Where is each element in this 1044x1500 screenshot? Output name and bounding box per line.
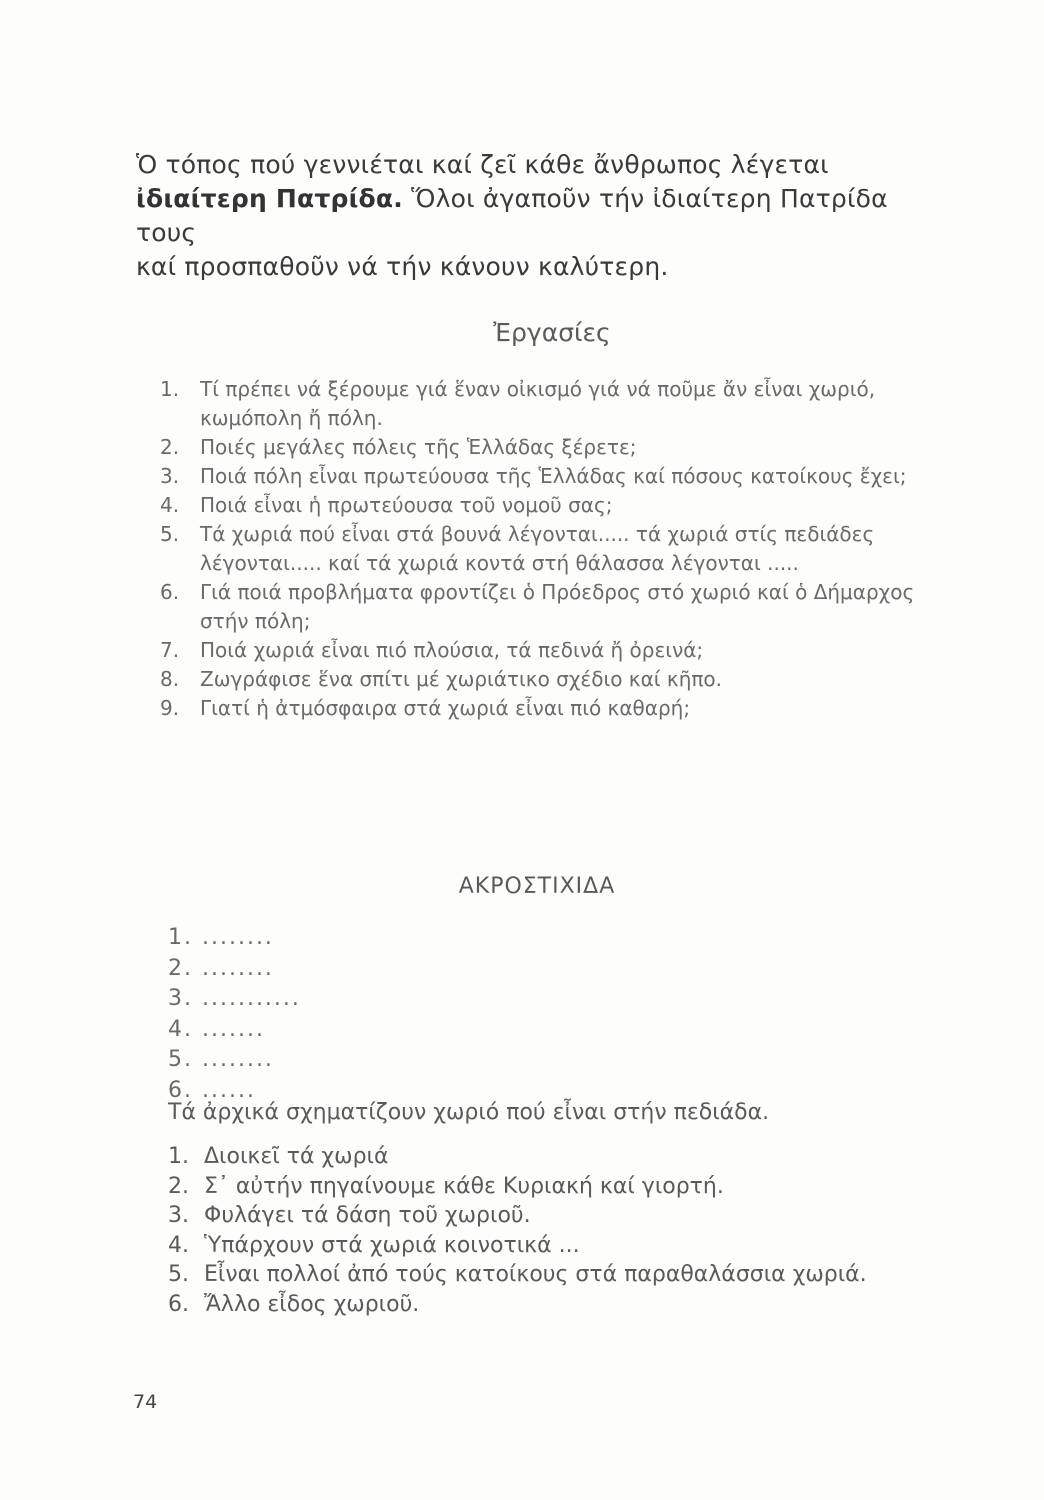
task-number: 4. xyxy=(160,493,180,517)
clue-item xyxy=(168,1172,868,1202)
clue-item xyxy=(168,1142,868,1172)
acrostic-blank-line: 2. ........ xyxy=(168,955,274,981)
clue-text: Σ᾽ αὐτήν πηγαίνουμε κάθε Κυριακή καί γιορτή. xyxy=(204,1173,724,1199)
task-number: 1. xyxy=(160,377,180,401)
task-text: Ποιά χωριά εἶναι πιό πλούσια, τά πεδινά ἤ ὀρεινά; xyxy=(200,638,704,662)
clue-item xyxy=(168,1201,868,1231)
clue-number: 3. xyxy=(168,1203,189,1228)
task-number: 5. xyxy=(160,522,180,546)
intro-line-1: Ὁ τόπος πού γεννιέται καί ζεῖ κάθε ἄνθρωπος λέγεται xyxy=(136,150,829,179)
clue-item xyxy=(168,1231,868,1261)
task-item xyxy=(160,375,920,433)
task-item xyxy=(160,462,920,491)
task-number: 6. xyxy=(160,580,180,604)
tasks-list xyxy=(160,375,920,723)
task-text: Ποιές μεγάλες πόλεις τῆς Ἑλλάδας ξέρετε; xyxy=(200,435,637,459)
clue-text: Διοικεῖ τά χωριά xyxy=(204,1144,389,1169)
acrostic-blank-line: 3. ........... xyxy=(168,986,301,1011)
acrostic-clues xyxy=(168,1142,868,1319)
task-text: Γιά ποιά προβλήματα φροντίζει ὁ Πρόεδρος στό χωριό καί ὁ Δήμαρχος στήν πόλη; xyxy=(200,580,915,633)
clue-number: 6. xyxy=(168,1291,189,1317)
task-item xyxy=(160,665,920,694)
clue-text: Φυλάγει τά δάση τοῦ χωριοῦ. xyxy=(204,1203,531,1228)
task-number: 3. xyxy=(160,464,180,488)
task-text: Ποιά πόλη εἶναι πρωτεύουσα τῆς Ἑλλάδας καί πόσους κατοίκους ἔχει; xyxy=(200,464,907,488)
task-item xyxy=(160,694,920,723)
task-number: 9. xyxy=(160,696,180,720)
task-item xyxy=(160,520,920,578)
clue-number: 4. xyxy=(168,1232,189,1258)
acrostic-blank-line: 4. ....... xyxy=(168,1016,265,1042)
clue-number: 1. xyxy=(168,1144,189,1169)
acrostic-blank-line: 5. ........ xyxy=(168,1047,274,1072)
page-number: 74 xyxy=(133,1391,158,1413)
task-text: Τά χωριά πού εἶναι στά βουνά λέγονται..... τά χωριά στίς πεδιάδες λέγονται..... καί τά χωριά κοντά στή θάλασσα λέγονται ..... xyxy=(200,522,875,575)
clue-item xyxy=(168,1290,868,1320)
task-item xyxy=(160,578,920,636)
clue-text: Ἄλλο εἶδος χωριοῦ. xyxy=(204,1291,420,1317)
intro-line-2-rest: Ὅλοι ἀγαποῦν τήν ἰδιαίτερη Πατρίδα τους xyxy=(136,184,888,247)
clue-number: 2. xyxy=(168,1173,189,1199)
task-text: Ποιά εἶναι ἡ πρωτεύουσα τοῦ νομοῦ σας; xyxy=(200,493,613,517)
task-number: 8. xyxy=(160,667,180,691)
tasks-heading: Ἐργασίες xyxy=(493,318,611,347)
clue-text: Ὑπάρχουν στά χωριά κοινοτικά ... xyxy=(204,1232,580,1258)
acrostic-heading: ΑΚΡΟΣΤΙΧΙΔΑ xyxy=(458,874,616,899)
acrostic-blanks xyxy=(168,923,301,1106)
task-item xyxy=(160,491,920,520)
task-item xyxy=(160,636,920,665)
intro-line-3: καί προσπαθοῦν νά τήν κάνουν καλύτερη. xyxy=(136,252,669,281)
task-text: Γιατί ἡ ἀτμόσφαιρα στά χωριά εἶναι πιό καθαρή; xyxy=(200,696,691,720)
task-text: Τί πρέπει νά ξέρουμε γιά ἕναν οἰκισμό γιά νά ποῦμε ἄν εἶναι χωριό, κωμόπολη ἤ πόλη. xyxy=(200,377,876,430)
acrostic-blank-line: 6. ...... xyxy=(168,1077,256,1103)
clue-number: 5. xyxy=(168,1262,189,1287)
intro-line-2 xyxy=(136,182,956,250)
clue-text: Εἶναι πολλοί ἀπό τούς κατοίκους στά παραθαλάσσια χωριά. xyxy=(204,1262,867,1287)
intro-paragraph xyxy=(136,148,956,284)
task-number: 7. xyxy=(160,638,180,662)
task-item xyxy=(160,433,920,462)
task-text: Ζωγράφισε ἕνα σπίτι μέ χωριάτικο σχέδιο καί κῆπο. xyxy=(200,667,723,691)
acrostic-blank-line: 1. ........ xyxy=(168,925,274,950)
task-number: 2. xyxy=(160,435,180,459)
intro-bold-term: ἰδιαίτερη Πατρίδα. xyxy=(136,184,403,213)
acrostic-clue-intro: Τά ἀρχικά σχηματίζουν χωριό πού εἶναι στήν πεδιάδα. xyxy=(168,1100,770,1125)
clue-item xyxy=(168,1260,868,1290)
